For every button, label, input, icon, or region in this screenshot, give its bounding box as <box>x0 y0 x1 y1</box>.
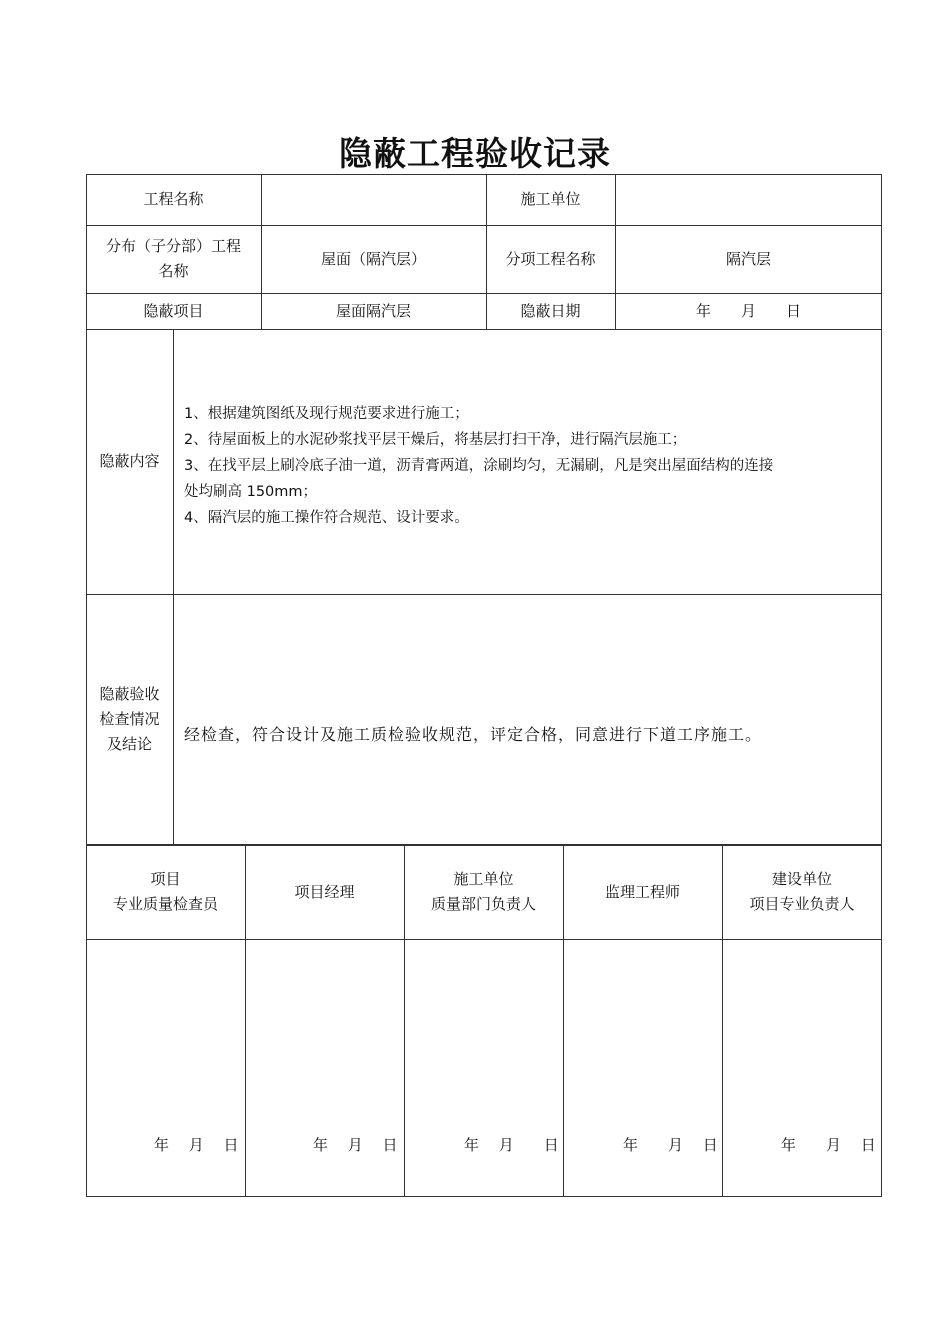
signature-date[interactable]: 年 月 日 <box>313 1136 398 1154</box>
document-title: 隐蔽工程验收记录 <box>339 134 611 173</box>
inspection-label-line: 及结论 <box>106 735 152 753</box>
signature-date[interactable]: 年 月 日 <box>623 1136 718 1154</box>
subdivision-value[interactable]: 屋面（隔汽层） <box>320 249 426 268</box>
signature-date[interactable]: 年 月 日 <box>464 1136 559 1154</box>
signature-header-project-manager: 项目经理 <box>294 882 355 901</box>
hidden-date-label: 隐蔽日期 <box>520 301 581 320</box>
inspection-label-line: 检查情况 <box>99 710 160 728</box>
content-line: 2、待屋面板上的水泥砂浆找平层干燥后，将基层打扫干净，进行隔汽层施工； <box>184 432 687 448</box>
inspection-conclusion: 经检查，符合设计及施工质检验收规范，评定合格，同意进行下道工序施工。 <box>184 725 763 744</box>
inspection-label <box>86 594 173 845</box>
signature-date[interactable]: 年 月 日 <box>781 1136 876 1154</box>
subdivision-label <box>86 225 261 293</box>
subdivision-label-line-2: 名称 <box>158 262 189 280</box>
hidden-item-label: 隐蔽项目 <box>143 301 204 320</box>
construction-unit-label: 施工单位 <box>520 190 581 208</box>
signature-date[interactable]: 年 月 日 <box>154 1136 239 1154</box>
inspection-label-line: 隐蔽验收 <box>99 685 160 703</box>
hidden-content-label: 隐蔽内容 <box>99 452 160 470</box>
signature-header-supervising-engineer: 监理工程师 <box>604 882 680 901</box>
content-line: 4、隔汽层的施工操作符合规范、设计要求。 <box>184 510 469 526</box>
signature-header-quality-dept-head: 施工单位 质量部门负责人 <box>430 870 536 913</box>
content-line: 处均刷高 150mm； <box>184 484 318 500</box>
construction-unit-value[interactable] <box>615 174 882 225</box>
signature-header-quality-inspector: 项目 专业质量检查员 <box>112 870 218 913</box>
project-name-label: 工程名称 <box>143 190 204 208</box>
content-line: 1、根据建筑图纸及现行规范要求进行施工； <box>184 406 469 422</box>
subdivision-label-line-1: 分布（子分部）工程 <box>105 237 241 255</box>
hidden-date-value[interactable]: 年 月 日 <box>695 301 801 320</box>
hidden-item-value[interactable]: 屋面隔汽层 <box>335 301 411 320</box>
content-line: 3、在找平层上刷冷底子油一道，沥青膏两道，涂刷均匀，无漏刷，凡是突出屋面结构的连接 <box>184 458 774 474</box>
item-name-value[interactable]: 隔汽层 <box>725 249 771 268</box>
project-name-value[interactable] <box>261 174 486 225</box>
hidden-content-text <box>184 401 874 531</box>
item-name-label: 分项工程名称 <box>505 249 596 268</box>
signature-header-client-lead: 建设单位 项目专业负责人 <box>749 870 855 913</box>
